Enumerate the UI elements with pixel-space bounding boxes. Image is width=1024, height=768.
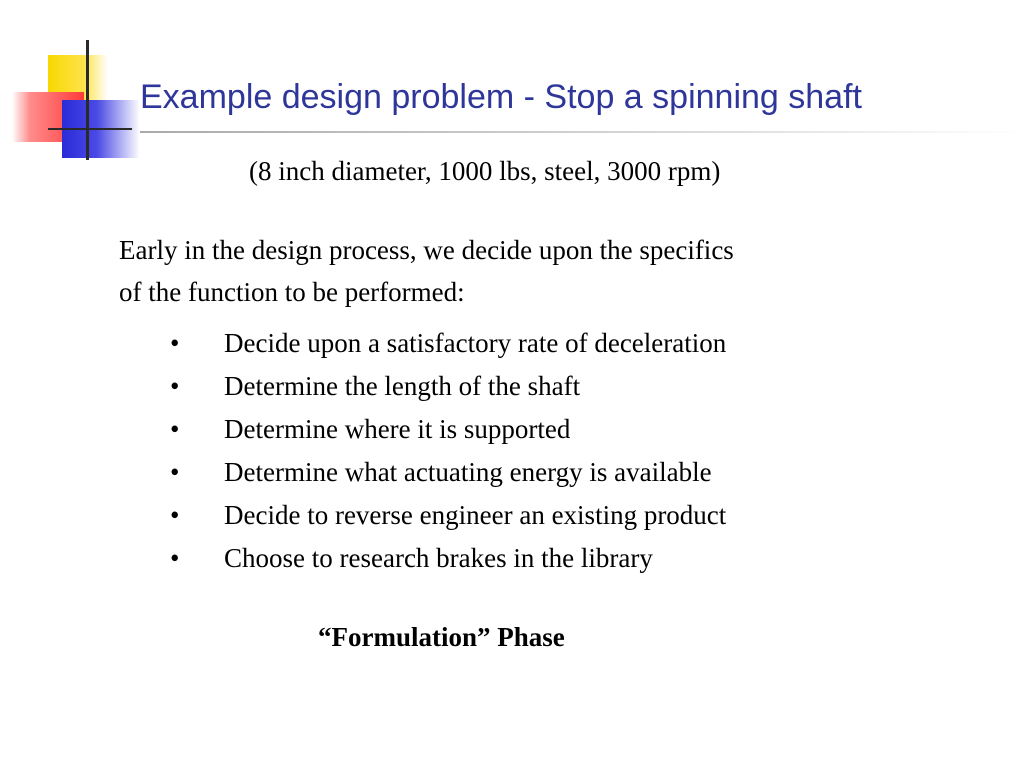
bullet-dot: •: [170, 457, 180, 487]
slide-subtitle: (8 inch diameter, 1000 lbs, steel, 3000 rpm): [249, 156, 721, 186]
bullet-dot: •: [170, 371, 180, 401]
intro-paragraph: [119, 229, 919, 313]
bullet-item: [170, 408, 726, 451]
bullet-dot: •: [170, 543, 180, 573]
decorative-squares-logo: [0, 0, 150, 170]
vertical-divider-line: [86, 40, 89, 160]
intro-line: of the function to be performed:: [119, 277, 465, 307]
bullet-item: [170, 365, 726, 408]
bullet-item: [170, 537, 726, 580]
bullet-dot: •: [170, 500, 180, 530]
bullet-item: [170, 451, 726, 494]
bullet-text: Determine what actuating energy is available: [224, 457, 712, 487]
title-underline: [140, 131, 1024, 133]
bullet-item: [170, 494, 726, 537]
bullet-text: Choose to research brakes in the library: [224, 543, 653, 573]
bullet-text: Determine where it is supported: [224, 414, 571, 444]
bullet-dot: •: [170, 328, 180, 358]
bullet-dot: •: [170, 414, 180, 444]
bullet-item: [170, 322, 726, 365]
bullet-text: Determine the length of the shaft: [224, 371, 581, 401]
bullet-text: Decide to reverse engineer an existing product: [224, 500, 727, 530]
intro-line: Early in the design process, we decide upon the specifics: [119, 235, 734, 265]
bullet-text: Decide upon a satisfactory rate of deceleration: [224, 328, 727, 358]
bullet-list: [170, 322, 726, 580]
horizontal-divider-line: [48, 128, 132, 130]
slide-title: Example design problem - Stop a spinning shaft: [140, 78, 862, 116]
phase-label: “Formulation” Phase: [318, 622, 565, 652]
